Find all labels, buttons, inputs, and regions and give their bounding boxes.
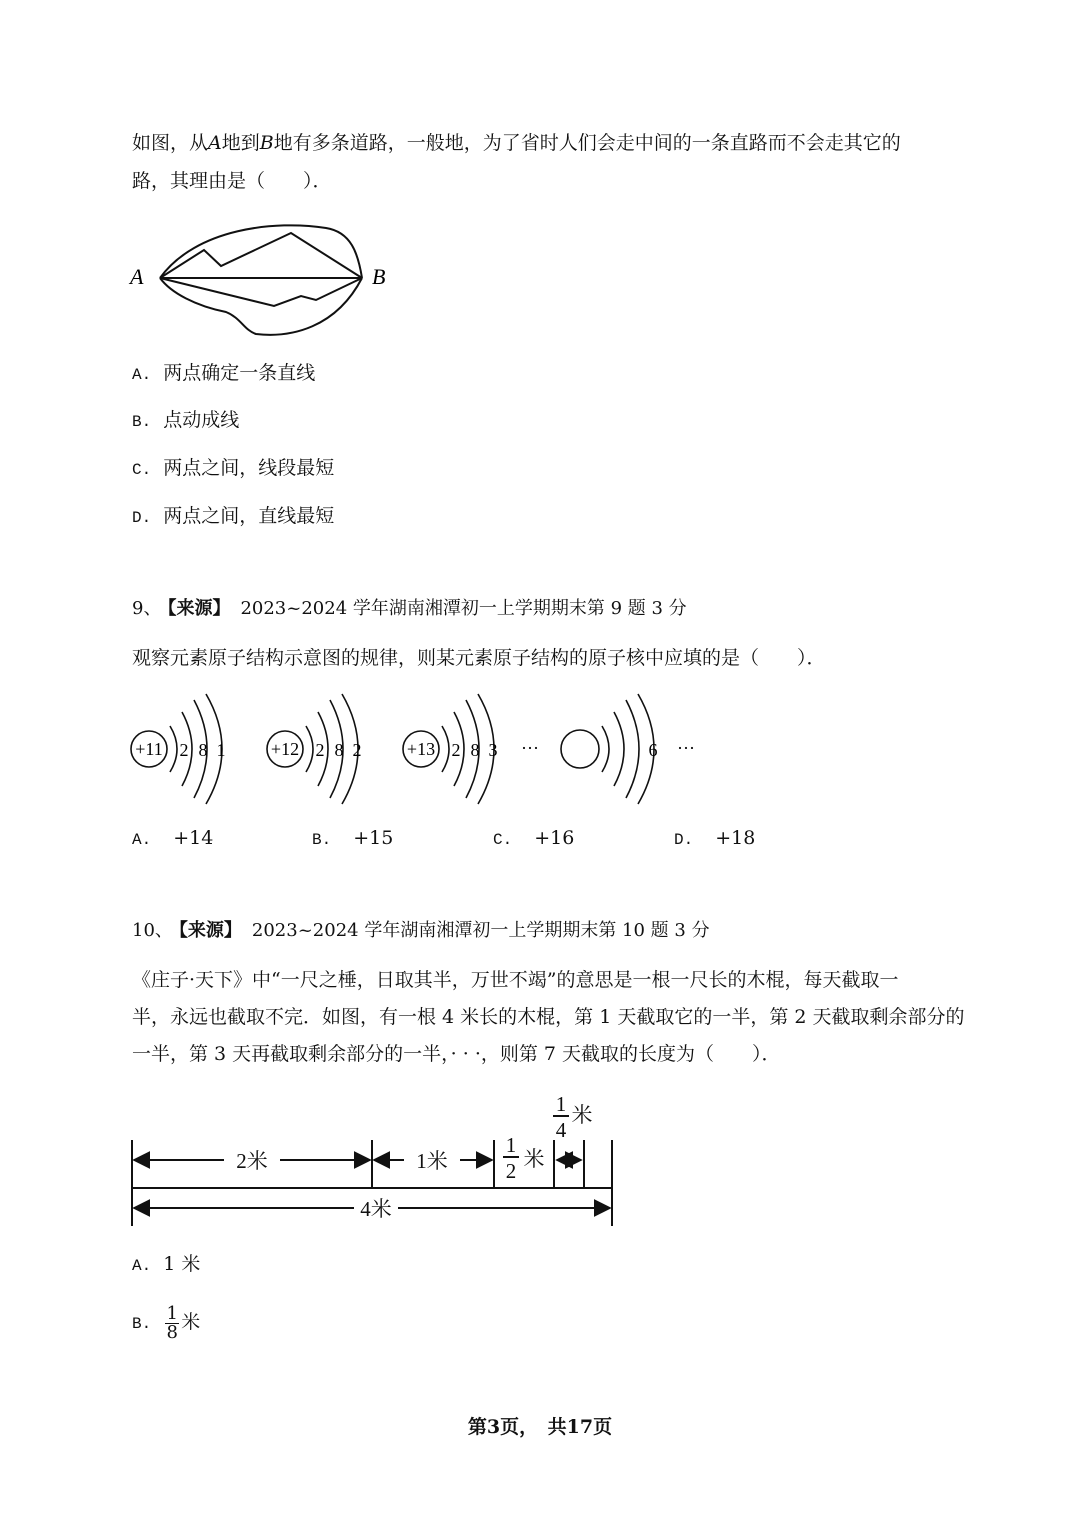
option-letter: C.	[132, 461, 152, 479]
shell-count: 8	[334, 740, 344, 760]
shell-arc	[626, 700, 639, 798]
shell-count: 2	[179, 740, 189, 760]
nucleus-label: +11	[135, 739, 163, 759]
upper-arc-road	[160, 225, 362, 278]
shell-count: 8	[470, 740, 480, 760]
zigzag-upper-road	[160, 233, 362, 278]
q8-roads-figure	[126, 218, 406, 343]
q8-stem-text: 地到	[221, 132, 260, 154]
point-b-label: B	[372, 264, 386, 289]
q8-option-d[interactable]	[132, 504, 334, 530]
page-footer: 第3页， 共17页	[467, 1416, 613, 1438]
half-denominator: 2	[505, 1159, 517, 1183]
nucleus-label: +12	[270, 739, 300, 759]
q9-header	[132, 597, 687, 621]
option-unit: 米	[181, 1311, 201, 1333]
option-letter: B.	[132, 413, 152, 431]
source-tag: 【来源】	[178, 920, 242, 941]
q8-var-a: A	[208, 132, 222, 154]
q8-stem-line1	[132, 131, 901, 155]
source-tag: 【来源】	[167, 598, 231, 619]
q10-stem-line3: 一半，第 3 天再截取剩余部分的一半，· · ·，则第 7 天截取的长度为（ ）．	[132, 1043, 781, 1065]
option-text: 两点之间，线段最短	[163, 457, 335, 479]
q9-option-a[interactable]	[132, 826, 213, 852]
q9-stem: 观察元素原子结构示意图的规律，则某元素原子结构的原子核中应填的是（ ）．	[132, 647, 826, 669]
quarter-unit: 米	[571, 1103, 593, 1127]
q10-stick-figure	[120, 1086, 630, 1232]
shell-arc	[442, 726, 449, 772]
half-numerator: 1	[505, 1133, 517, 1157]
shell-arc	[602, 726, 609, 772]
option-fraction	[165, 1302, 179, 1343]
shell-count: 1	[216, 740, 226, 760]
q10-option-b[interactable]	[132, 1300, 200, 1346]
option-text: +15	[353, 827, 394, 849]
question-number: 9、	[132, 598, 162, 619]
zigzag-lower-road	[160, 278, 362, 306]
q8-stem-line2: 路，其理由是（ ）．	[132, 170, 332, 192]
q8-stem-text: 地有多条道路，一般地，为了省时人们会走中间的一条直路而不会走其它的	[273, 132, 901, 154]
nucleus-label: +13	[406, 739, 436, 759]
shell-arc	[306, 726, 313, 772]
option-text: +16	[534, 827, 575, 849]
shell-count: 8	[198, 740, 208, 760]
fraction-numerator: 1	[166, 1302, 178, 1324]
q9-option-d[interactable]	[674, 826, 755, 852]
quarter-numerator: 1	[555, 1092, 567, 1116]
unknown-nucleus-circle	[561, 730, 599, 768]
option-text: 点动成线	[163, 409, 240, 431]
quarter-denominator: 4	[555, 1118, 567, 1142]
option-text: 两点确定一条直线	[163, 362, 316, 384]
shell-count: 2	[352, 740, 362, 760]
half-unit: 米	[523, 1147, 545, 1171]
option-text: +18	[715, 827, 756, 849]
q10-header	[132, 919, 710, 943]
option-letter: A.	[132, 366, 152, 384]
ellipsis: ···	[677, 738, 695, 758]
option-letter: D.	[132, 509, 152, 527]
q10-stem-line2: 半，永远也截取不完．如图，有一根 4 米长的木棍，第 1 天截取它的一半，第 2 天截取剩余部分的	[132, 1006, 965, 1028]
option-text: 1 米	[163, 1253, 201, 1275]
option-letter: B.	[132, 1315, 152, 1333]
option-letter: B.	[312, 831, 332, 849]
q10-stem-line1: 《庄子·天下》中“一尺之棰，日取其半，万世不竭”的意思是一根一尺长的木棍，每天截取一	[132, 969, 899, 991]
lower-blob-road	[160, 278, 362, 335]
q10-option-a[interactable]	[132, 1252, 200, 1278]
shell-count: 2	[451, 740, 461, 760]
seg-2m-label: 2米	[236, 1149, 268, 1173]
q9-atom-figure	[126, 690, 726, 806]
q8-stem-text: 如图，从	[132, 132, 209, 154]
q9-option-c[interactable]	[493, 826, 574, 852]
question-number: 10、	[132, 920, 173, 941]
q8-var-b: B	[259, 132, 274, 154]
option-text: 两点之间，直线最短	[163, 505, 335, 527]
fraction-denominator: 8	[166, 1321, 178, 1343]
q8-option-b[interactable]	[132, 408, 239, 434]
source-text: 2023~2024 学年湖南湘潭初一上学期期末第 10 题 3 分	[251, 920, 710, 941]
shell-arc	[170, 726, 177, 772]
point-a-label: A	[130, 264, 144, 289]
q8-option-a[interactable]	[132, 361, 315, 387]
option-letter: A.	[132, 1257, 152, 1275]
option-text: +14	[173, 827, 214, 849]
total-4m-label: 4米	[360, 1197, 392, 1221]
q9-option-b[interactable]	[312, 826, 393, 852]
option-letter: D.	[674, 831, 694, 849]
shell-arc	[614, 712, 624, 786]
q8-option-c[interactable]	[132, 456, 334, 482]
option-letter: A.	[132, 831, 152, 849]
ellipsis: ···	[521, 738, 539, 758]
shell-count: 6	[648, 740, 658, 760]
source-text: 2023~2024 学年湖南湘潭初一上学期期末第 9 题 3 分	[240, 598, 687, 619]
seg-1m-label: 1米	[416, 1149, 448, 1173]
option-letter: C.	[493, 831, 513, 849]
shell-count: 3	[488, 740, 498, 760]
shell-count: 2	[315, 740, 325, 760]
